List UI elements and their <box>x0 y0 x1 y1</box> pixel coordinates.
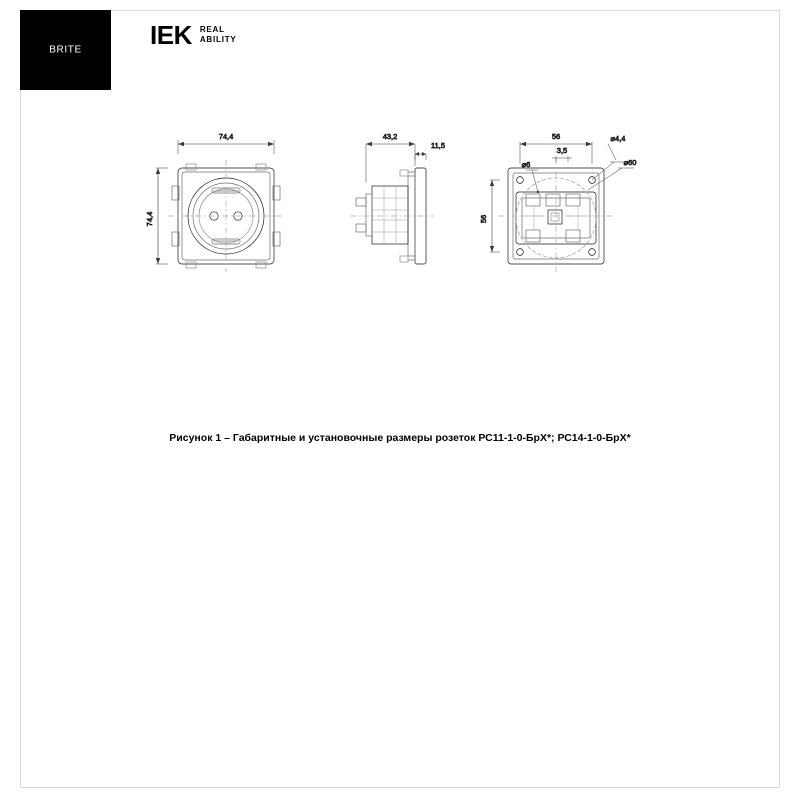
iek-logo <box>150 22 237 48</box>
rear-width-dim: 56 <box>551 132 561 141</box>
logo-wordmark: IEK <box>150 20 192 50</box>
rear-hole-d6-label: ⌀6 <box>521 160 531 169</box>
brand-series-label: BRITE <box>49 44 82 56</box>
technical-drawings <box>0 120 800 320</box>
front-width-dim: 74,4 <box>218 132 234 141</box>
brand-block <box>20 10 111 90</box>
rear-circle-d60-label: ⌀60 <box>623 158 637 167</box>
logo-tagline-line2: ABILITY <box>199 35 237 44</box>
rear-hole-d44-label: ⌀4,4 <box>610 134 626 143</box>
front-height-dim: 74,4 <box>145 211 154 227</box>
logo-tagline-line1: REAL <box>199 25 225 34</box>
front-view-drawing <box>145 132 284 272</box>
rear-height-dim: 56 <box>479 214 488 224</box>
rear-dim-3-5: 3,5 <box>556 146 568 155</box>
figure-caption: Рисунок 1 – Габаритные и установочные размеры розеток РС11-1-0-БрХ*; РС14-1-0-БрХ* <box>169 432 631 444</box>
drawings-svg <box>0 120 800 320</box>
side-view-drawing <box>350 132 445 264</box>
side-depth-dim: 43,2 <box>382 132 398 141</box>
side-flange-dim: 11,5 <box>430 141 446 150</box>
logo-tagline <box>200 25 237 45</box>
rear-view-drawing <box>479 132 636 274</box>
